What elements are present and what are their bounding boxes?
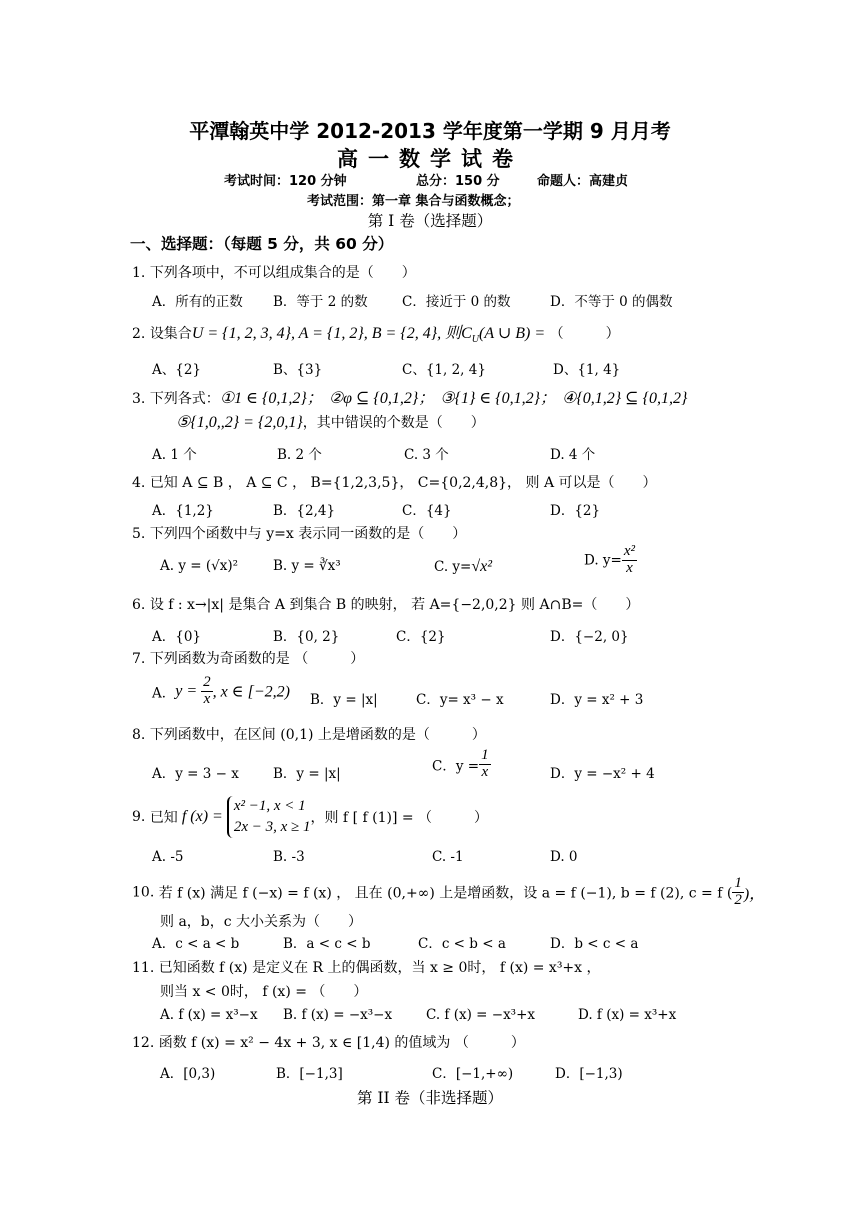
exam-scope: 考试范围：第一章 集合与函数概念； <box>307 194 520 209</box>
question-12: 12. 函数 f (x) = x² − 4x + 3, x ∈ [1,4) 的值域为 （ ） <box>132 1035 525 1051</box>
q3-option-d: D. 4 个 <box>550 447 596 463</box>
q7-option-b: B．y = |x| <box>310 692 378 708</box>
q11-option-d: D. f (x) = x³+x <box>578 1007 677 1023</box>
question-5: 5. 下列四个函数中与 y=x 表示同一函数的是（ ） <box>132 526 467 542</box>
q10-option-a: A．c < a < b <box>152 936 240 952</box>
question-6: 6. 设 f : x→|x| 是集合 A 到集合 B 的映射， 若 A={−2,0,2} 则 A∩B=（ ） <box>132 597 640 613</box>
q11-option-c: C. f (x) = −x³+x <box>426 1007 536 1023</box>
q5-option-b: B. y = ∛x³ <box>273 558 341 574</box>
q6-option-d: D．{−2, 0} <box>550 629 629 645</box>
q4-option-b: B．{2,4} <box>273 503 336 519</box>
q5-option-d: D. y= $\frac{\text{x²}}{x}$ <box>584 543 636 576</box>
question-1: 1. 下列各项中，不可以组成集合的是（ ） <box>132 265 416 281</box>
q3-option-a: A. 1 个 <box>152 447 197 463</box>
exam-time: 考试时间：120 分钟 <box>224 174 347 189</box>
q7-option-c: C．y= x³ − x <box>416 692 504 708</box>
q6-option-a: A．{0} <box>152 629 202 645</box>
total-score: 总分：150 分 <box>416 174 500 189</box>
q8-option-c: C．y = $\frac{1}{x}$ <box>432 747 489 780</box>
q12-option-d: D．[−1,3) <box>555 1066 623 1082</box>
q12-option-c: C．[−1,+∞) <box>432 1066 514 1082</box>
q12-option-b: B．[−1,3] <box>276 1066 343 1082</box>
q2-option-b: B、{3} <box>273 362 323 378</box>
q10-option-b: B．a < c < b <box>283 936 371 952</box>
q4-option-a: A．{1,2} <box>152 503 214 519</box>
q6-option-b: B．{0, 2} <box>273 629 340 645</box>
question-9: 9. 已知 f (x) = x² −1, x < 1 2x − 3, x ≥ 1 ，则 f [ f (1)] = （ ） <box>132 796 488 838</box>
question-3: 3. 下列各式：①1 ∈ {0,1,2}； ②φ ⊆ {0,1,2}； ③{1} ∈ {0,1,2}； ④{0,1,2} ⊆ {0,1,2} <box>132 390 688 407</box>
q2-option-d: D、{1, 4} <box>553 362 621 378</box>
q1-option-d: D．不等于 0 的偶数 <box>550 294 673 310</box>
q5-option-c: C. y=√x² <box>434 558 493 575</box>
question-3-line-2: ⑤{1,0,,2} = {2,0,1}，其中错误的个数是（ ） <box>176 414 485 431</box>
q6-option-c: C．{2} <box>396 629 446 645</box>
exam-subtitle: 高一数学试卷 <box>337 147 523 171</box>
q4-option-c: C．{4} <box>402 503 452 519</box>
q7-option-a: A．y = $\frac{2}{x}$ , x ∈ [−2,2) <box>152 674 290 707</box>
q9-option-c: C. -1 <box>432 849 464 865</box>
q8-option-a: A．y = 3 − x <box>152 766 239 782</box>
q3-option-c: C. 3 个 <box>404 447 449 463</box>
section-1-heading: 一、选择题：（每题 5 分，共 60 分） <box>130 235 394 253</box>
q2-option-c: C、{1, 2, 4} <box>402 362 486 378</box>
q11-option-b: B. f (x) = −x³−x <box>283 1007 393 1023</box>
q9-option-d: D. 0 <box>550 849 578 865</box>
q11-option-a: A. f (x) = x³−x <box>160 1007 258 1023</box>
q10-option-c: C．c < b < a <box>418 936 506 952</box>
part-1-heading: 第 I 卷（选择题） <box>367 212 493 230</box>
question-2: 2. 设集合U = {1, 2, 3, 4}, A = {1, 2}, B = {2, 4}, 则$C_U(A$ ∪ B) = （ ） <box>132 325 620 345</box>
q3-option-b: B. 2 个 <box>277 447 322 463</box>
q5-option-a: A. y = (√x)² <box>160 558 239 574</box>
question-11-line-2: 则当 x < 0时， f (x) = （ ） <box>160 984 368 1000</box>
q1-option-c: C．接近于 0 的数 <box>402 294 511 310</box>
q8-option-b: B．y = |x| <box>273 766 341 782</box>
q8-option-d: D．y = −x² + 4 <box>550 766 655 782</box>
exam-title: 平潭翰英中学 2012-2013 学年度第一学期 9 月月考 <box>189 119 671 143</box>
question-7: 7. 下列函数为奇函数的是 （ ） <box>132 651 365 667</box>
part-2-heading: 第 II 卷（非选择题） <box>356 1089 504 1107</box>
question-8: 8. 下列函数中，在区间 (0,1) 上是增函数的是（ ） <box>132 727 486 743</box>
q4-option-d: D．{2} <box>550 503 601 519</box>
q2-option-a: A、{2} <box>152 362 202 378</box>
question-4: 4. 已知 A ⊆ B ， A ⊆ C ， B={1,2,3,5}， C={0,2,4,8}， 则 A 可以是（ ） <box>132 475 657 491</box>
q1-option-b: B．等于 2 的数 <box>273 294 368 310</box>
author: 命题人：高建贞 <box>537 174 629 189</box>
q9-option-b: B. -3 <box>273 849 305 865</box>
q7-option-d: D．y = x² + 3 <box>550 692 644 708</box>
question-10: 10. 若 f (x) 满足 f (−x) = f (x) ， 且在 (0,+∞) 上是增函数，设 a = f (−1), b = f (2), c = f ( $\frac{1}{2}$ )， <box>132 875 766 908</box>
q1-option-a: A．所有的正数 <box>152 294 243 310</box>
question-10-line-2: 则 a，b，c 大小关系为（ ） <box>160 914 363 930</box>
q12-option-a: A．[0,3) <box>160 1066 216 1082</box>
q9-option-a: A. -5 <box>152 849 184 865</box>
q10-option-d: D．b < c < a <box>550 936 639 952</box>
question-11: 11. 已知函数 f (x) 是定义在 R 上的偶函数，当 x ≥ 0时， f (x) = x³+x ， <box>132 960 601 976</box>
